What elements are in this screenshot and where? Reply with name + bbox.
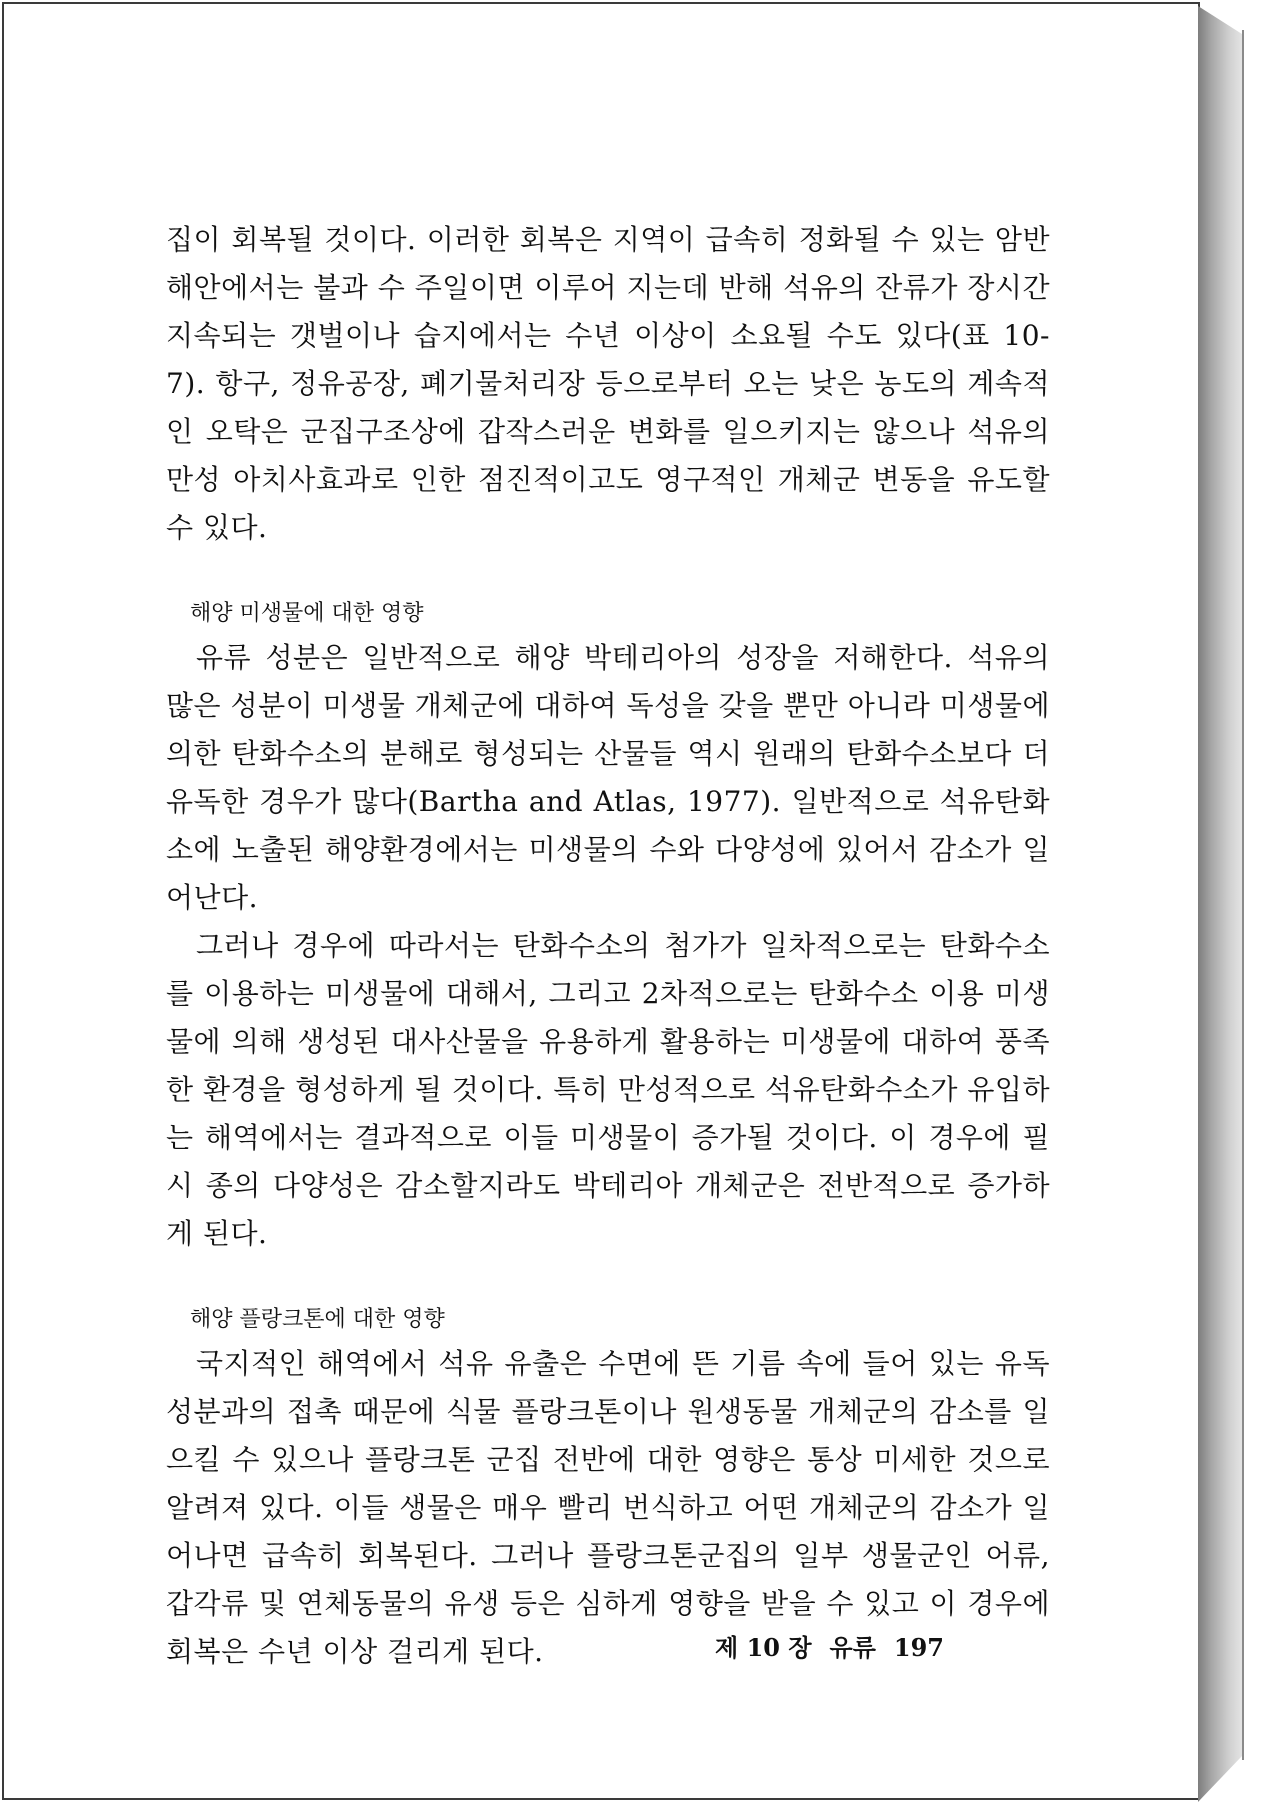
- paragraph-microbes-2: 그러나 경우에 따라서는 탄화수소의 첨가가 일차적으로는 탄화수소를 이용하는 미생물에 대해서, 그리고 2차적으로는 탄화수소 이용 미생물에 의해 생성된 대사산물을 유용하게 활용하는 미생물에 대하여 풍족한 환경을 형성하게 될 것이다. 특히 만성적으로 석유탄화수소가 유입하는 해역에서는 결과적으로 이들 미생물이 증가될 것이다. 이 경우에 필시 종의 다양성은 감소할지라도 박테리아 개체군은 전반적으로 증가하게 된다.: [166, 929, 1050, 1250]
- footer-chapter: 제 10 장: [715, 1633, 812, 1662]
- paragraph-plankton: 국지적인 해역에서 석유 유출은 수면에 뜬 기름 속에 들어 있는 유독성분과의 접촉 때문에 식물 플랑크톤이나 원생동물 개체군의 감소를 일으킬 수 있으나 플랑크톤 군집 전반에 대한 영향은 통상 미세한 것으로 알려져 있다. 이들 생물은 매우 빨리 번식하고 어떤 개체군의 감소가 일어나면 급속히 회복된다. 그러나 플랑크톤군집의 일부 생물군인 어류, 갑각류 및 연체동물의 유생 등은 심하게 영향을 받을 수 있고 이 경우에 회복은 수년 이상 걸리게 된다.: [166, 1347, 1050, 1668]
- book-spine-edge: [1242, 30, 1244, 1760]
- paragraph-microbes-1: 유류 성분은 일반적으로 해양 박테리아의 성장을 저해한다. 석유의 많은 성분이 미생물 개체군에 대하여 독성을 갖을 뿐만 아니라 미생물에 의한 탄화수소의 분해로 형성되는 산물들 역시 원래의 탄화수소보다 더 유독한 경우가 많다(Bartha and Atlas, 1977). 일반적으로 석유탄화소에 노출된 해양환경에서는 미생물의 수와 다양성에 있어서 감소가 일어난다.: [166, 641, 1050, 914]
- section-heading-plankton: 해양 플랑크톤에 대한 영향: [190, 1307, 445, 1332]
- book-page: [2, 2, 1200, 1800]
- page-footer: [715, 1628, 944, 1663]
- paragraph-recovery: 집이 회복될 것이다. 이러한 회복은 지역이 급속히 정화될 수 있는 암반 해안에서는 불과 수 주일이면 이루어 지는데 반해 석유의 잔류가 장시간 지속되는 갯벌이나 습지에서는 수년 이상이 소요될 수도 있다(표 10-7). 항구, 정유공장, 폐기물처리장 등으로부터 오는 낮은 농도의 계속적인 오탁은 군집구조상에 갑작스러운 변화를 일으키지는 않으나 석유의 만성 아치사효과로 인한 점진적이고도 영구적인 개체군 변동을 유도할 수 있다.: [166, 223, 1050, 544]
- page-body: [166, 216, 1050, 1676]
- book-spine-shadow: [1198, 6, 1242, 1802]
- section-heading-microbes: 해양 미생물에 대한 영향: [190, 601, 424, 626]
- footer-title: 유류: [829, 1633, 876, 1662]
- page-number: 197: [893, 1633, 944, 1662]
